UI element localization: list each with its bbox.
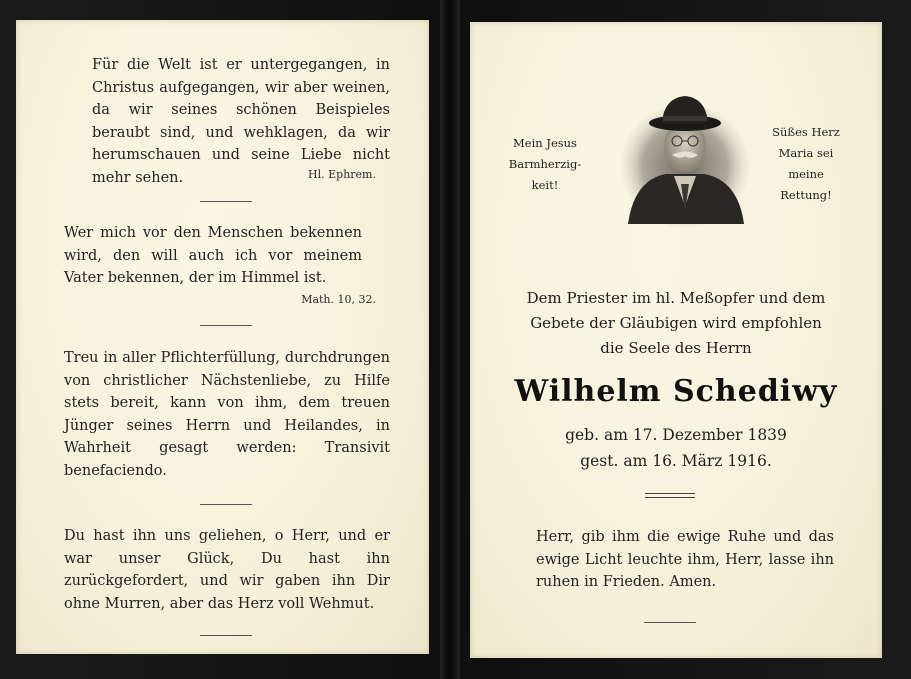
intro-line: Gebete der Gläubigen wird empfohlen [530,314,822,332]
prayer-left-line: Barmherzig- [508,157,582,171]
tribute-text: Treu in aller Pflichterfüllung, durchdrungen von christlicher Nächstenliebe, zu Hilfe stets bereit, kann von ihm, dem treuen Jünger seines Herrn und Heilandes, in Wahrheit gesagt werden: Transivit benefaciendo. [64,350,390,479]
portrait-photo [620,88,750,228]
left-page [16,20,429,654]
prayer-right-line: Süßes Herz [772,125,840,139]
quote-matthew-text: Wer mich vor den Menschen bekennen wird, den will auch ich vor meinem Vater bekennen, der im Himmel ist. [64,225,362,286]
right-page [470,22,882,658]
quote-ephrem-text: Für die Welt ist er untergegangen, in Christus aufgegangen, wir aber weinen, da wir seines schönen Beispieles beraubt sind, und wehklagen, da wir herumschauen und seine Liebe nicht mehr sehen. [92,57,390,186]
prayer-right [758,122,854,206]
intro-line: Dem Priester im hl. Meßopfer und dem [526,289,826,307]
divider [200,504,252,505]
prayer-right-line: Rettung! [780,188,832,202]
prayer-right-line: meine [788,167,824,181]
birth-date: geb. am 17. Dezember 1839 [565,426,787,444]
farewell-text: Du hast ihn uns geliehen, o Herr, und er war unser Glück, Du hast ihn zurückgefordert, und wir gaben ihn Dir ohne Murren, aber das Herz voll Wehmut. [64,528,390,612]
divider [200,325,252,326]
card-fold [440,0,460,679]
closing-prayer: Herr, gib ihm die ewige Ruhe und das ewige Licht leuchte ihm, Herr, lasse ihn ruhen in Frieden. Amen. [536,529,834,590]
intro-text [470,286,882,361]
divider [644,622,696,623]
prayer-right-line: Maria sei [778,146,834,160]
death-date: gest. am 16. März 1916. [580,452,772,470]
prayer-left-line: Mein Jesus [513,136,577,150]
quote-matthew-source: Math. 10, 32. [301,293,376,306]
prayer-left [500,133,590,196]
deceased-name: Wilhelm Schediwy [514,374,838,409]
double-divider [645,493,695,498]
divider [200,201,252,202]
prayer-left-line: keit! [531,178,559,192]
quote-ephrem-source: Hl. Ephrem. [308,168,376,181]
divider [200,635,252,636]
intro-line: die Seele des Herrn [600,339,752,357]
